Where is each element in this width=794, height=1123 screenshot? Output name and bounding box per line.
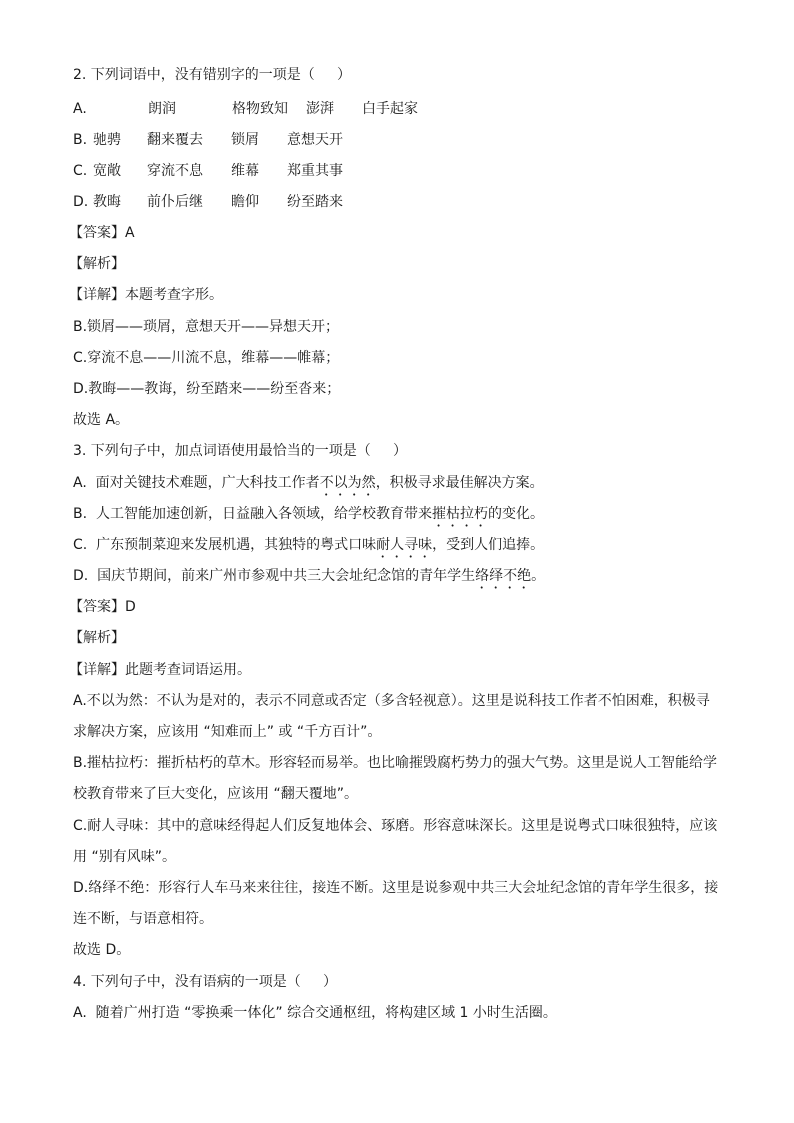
q2-detail: 【详解】本题考查字形。: [69, 287, 223, 303]
option-word: 教晦: [93, 194, 121, 210]
dotted-phrase: 络绎不绝: [475, 568, 532, 584]
option-text: ，积极寻求最佳解决方案。: [375, 475, 544, 491]
q3-option-c: [73, 536, 544, 554]
option-word: 驰骋: [93, 132, 121, 148]
option-word: 穿流不息: [147, 163, 203, 179]
option-word: 朗润: [148, 101, 176, 117]
q2-stem: 2. 下列词语中，没有错别字的一项是（ ）: [73, 67, 352, 83]
option-letter: C.: [73, 163, 88, 179]
option-text: ，受到人们追捧。: [432, 537, 545, 553]
q2-option-d: [73, 193, 343, 211]
q2-option-c: [73, 162, 343, 180]
q3-analysis-line: C.耐人寻味：其中的意味经得起人们反复地体会、琢磨。形容意味深长。这里是说粤式口味很独特，应该: [73, 818, 718, 834]
option-word: 郑重其事: [287, 163, 343, 179]
q2-option-a: [73, 100, 418, 118]
q2-analysis-line: D.教晦——教诲，纷至踏来——纷至沓来；: [73, 381, 341, 397]
option-word: 意想天开: [287, 132, 343, 148]
q3-analysis-line: A.不以为然：不认为是对的，表示不同意或否定（多含轻视意）。这里是说科技工作者不怕困难，积极寻: [73, 693, 710, 709]
option-word: 维幕: [231, 163, 259, 179]
q2-answer: 【答案】A: [69, 225, 135, 241]
q3-analysis-line: 求解决方案，应该用 “知难而上” 或 “千方百计”。: [73, 724, 382, 740]
option-letter: D.: [73, 194, 89, 210]
q3-analysis-line: 用 “别有风味”。: [73, 849, 176, 865]
option-word: 翻来覆去: [147, 132, 203, 148]
q4-stem: 4. 下列句子中，没有语病的一项是（ ）: [73, 974, 338, 990]
q3-conclusion: 故选 D。: [73, 942, 131, 958]
q2-conclusion: 故选 A。: [73, 412, 130, 428]
dotted-phrase: 不以为然: [319, 475, 376, 491]
option-word: 瞻仰: [231, 194, 259, 210]
option-word: 前仆后继: [147, 194, 203, 210]
q3-analysis-line: 校教育带来了巨大变化，应该用 “翻天覆地”。: [73, 786, 358, 802]
q3-analysis-line: B.摧枯拉朽：摧折枯朽的草木。形容轻而易举。也比喻摧毁腐朽势力的强大气势。这里是说人工智能给学: [73, 755, 718, 771]
option-word: 澎湃: [306, 101, 334, 117]
option-letter: A.: [73, 101, 87, 117]
q3-analysis-label: 【解析】: [69, 630, 125, 646]
option-text: 的变化。: [487, 506, 544, 522]
q2-option-b: [73, 131, 343, 149]
option-word: 锁屑: [231, 132, 259, 148]
q2-analysis-line: C.穿流不息——川流不息，维幕——帷幕；: [73, 350, 340, 366]
q3-answer: 【答案】D: [69, 599, 136, 615]
q3-analysis-line: 连不断，与语意相符。: [73, 911, 213, 927]
option-word: 格物致知: [232, 101, 288, 117]
q4-option-a: A. 随着广州打造 “零换乘一体化” 综合交通枢纽，将构建区域 1 小时生活圈。: [73, 1005, 557, 1021]
q3-analysis-line: D.络绎不绝：形容行人车马来来往往，接连不断。这里是说参观中共三大会址纪念馆的青年学生很多，接: [73, 880, 719, 896]
option-text: C. 广东预制菜迎来发展机遇，其独特的粤式口味: [73, 537, 377, 553]
dotted-phrase: 耐人寻味: [376, 537, 433, 553]
dotted-phrase: 摧枯拉朽: [431, 506, 488, 522]
option-text: B. 人工智能加速创新，日益融入各领域，给学校教育带来: [73, 506, 432, 522]
q2-analysis-line: B.锁屑——琐屑，意想天开——异想天开；: [73, 319, 340, 335]
option-text: A. 面对关键技术难题，广大科技工作者: [73, 475, 320, 491]
option-word: 白手起家: [362, 101, 418, 117]
option-word: 纷至踏来: [287, 194, 343, 210]
q2-analysis-label: 【解析】: [69, 256, 125, 272]
q3-stem: 3. 下列句子中，加点词语使用最恰当的一项是（ ）: [73, 443, 408, 459]
option-letter: B.: [73, 132, 88, 148]
q3-detail: 【详解】此题考查词语运用。: [69, 662, 251, 678]
q3-option-b: [73, 505, 544, 523]
q3-option-d: [73, 567, 545, 585]
option-text: 。: [531, 568, 546, 584]
q3-option-a: [73, 474, 544, 492]
option-text: D. 国庆节期间，前来广州市参观中共三大会址纪念馆的青年学生: [73, 568, 476, 584]
option-word: 宽敞: [93, 163, 121, 179]
